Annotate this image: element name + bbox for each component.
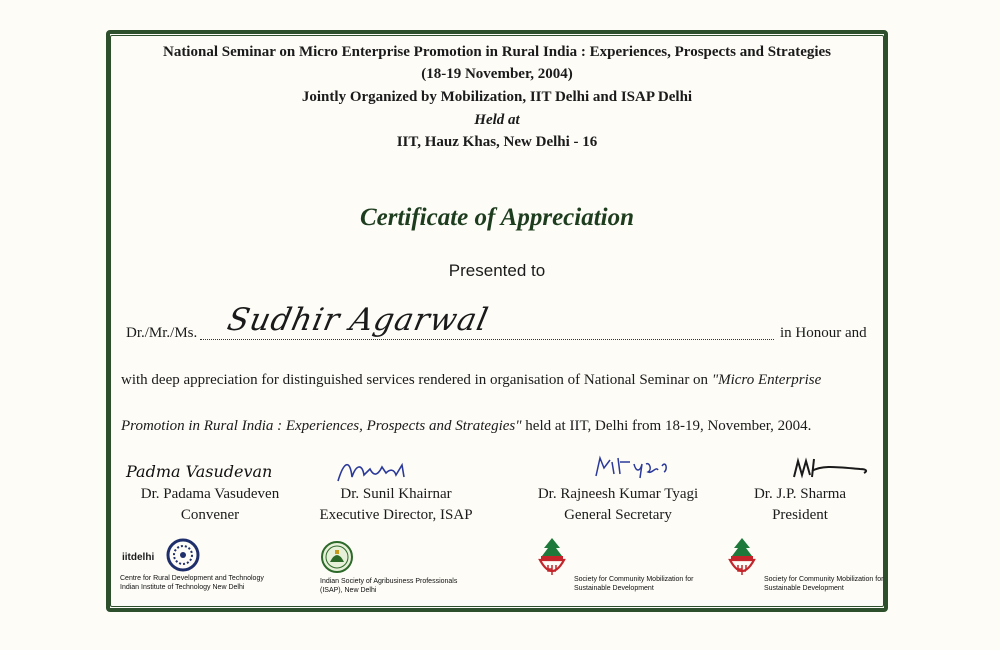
iit-caption bbox=[120, 574, 264, 592]
mob2-caption-1: Society for Community Mobilization for bbox=[764, 576, 884, 583]
iit-emblem-icon bbox=[166, 538, 200, 572]
kalash-emblem-icon bbox=[724, 536, 760, 582]
presented-to-label: Presented to bbox=[448, 261, 546, 280]
signatory-president bbox=[720, 486, 880, 524]
isap-caption-1: Indian Society of Agribusiness Professionals bbox=[320, 578, 458, 585]
iit-caption-1: Centre for Rural Development and Technology bbox=[120, 575, 264, 582]
body-line-1 bbox=[121, 372, 821, 389]
salutation: Dr./Mr./Ms. bbox=[126, 325, 198, 341]
certificate-title: Certificate of Appreciation bbox=[359, 204, 635, 231]
signatory-general-secretary bbox=[528, 486, 708, 524]
seminar-title: National Seminar on Micro Enterprise Promotion in Rural India : Experiences, Prospects and Strategies bbox=[162, 44, 832, 60]
signatory-name: Dr. Padama Vasudeven bbox=[140, 486, 280, 502]
signatory-role: Convener bbox=[180, 507, 240, 523]
signatory-convener bbox=[120, 486, 300, 524]
signatory-name: Dr. Sunil Khairnar bbox=[340, 486, 452, 502]
venue: IIT, Hauz Khas, New Delhi - 16 bbox=[396, 134, 598, 150]
signatory-role: President bbox=[772, 507, 828, 523]
iit-caption-2: Indian Institute of Technology New Delhi bbox=[120, 584, 245, 591]
signatory-name: Dr. Rajneesh Kumar Tyagi bbox=[537, 486, 699, 502]
body-line-2-text: held at IIT, Delhi from 18-19, November, 2004. bbox=[525, 418, 812, 434]
name-dotted-line bbox=[200, 339, 774, 340]
mob1-caption-2: Sustainable Development bbox=[574, 585, 654, 592]
body-line-1-italic: "Micro Enterprise bbox=[711, 372, 822, 388]
isap-caption-2: (ISAP), New Delhi bbox=[320, 587, 377, 594]
recipient-name: Sudhir Agarwal bbox=[224, 302, 492, 338]
body-line-2-italic: Promotion in Rural India : Experiences, Prospects and Strategies" bbox=[121, 418, 522, 434]
signature-convener: Padma Vasudevan bbox=[126, 462, 273, 481]
mob1-caption-1: Society for Community Mobilization for bbox=[574, 576, 694, 583]
signatory-role: General Secretary bbox=[564, 507, 672, 523]
signatory-executive-director bbox=[306, 486, 486, 524]
body-line-2 bbox=[121, 418, 811, 435]
organizers: Jointly Organized by Mobilization, IIT Delhi and ISAP Delhi bbox=[301, 89, 693, 105]
mobilization-caption-2 bbox=[764, 575, 883, 593]
kalash-emblem-icon bbox=[534, 536, 570, 582]
signatory-role: Executive Director, ISAP bbox=[319, 507, 473, 523]
signature-president bbox=[788, 455, 878, 485]
iitdelhi-wordmark: iitdelhi bbox=[122, 552, 155, 563]
mob2-caption-2: Sustainable Development bbox=[764, 585, 844, 592]
seminar-dates: (18-19 November, 2004) bbox=[421, 66, 573, 82]
honour-text: in Honour and bbox=[780, 325, 867, 341]
isap-emblem-icon bbox=[320, 540, 354, 574]
body-line-1-text: with deep appreciation for distinguished services rendered in organisation of National Seminar on bbox=[121, 372, 709, 388]
mobilization-caption-1 bbox=[574, 575, 693, 593]
signatory-name: Dr. J.P. Sharma bbox=[753, 486, 847, 502]
signature-general-secretary bbox=[590, 452, 700, 486]
isap-caption bbox=[320, 577, 457, 595]
held-at-label: Held at bbox=[474, 112, 520, 128]
